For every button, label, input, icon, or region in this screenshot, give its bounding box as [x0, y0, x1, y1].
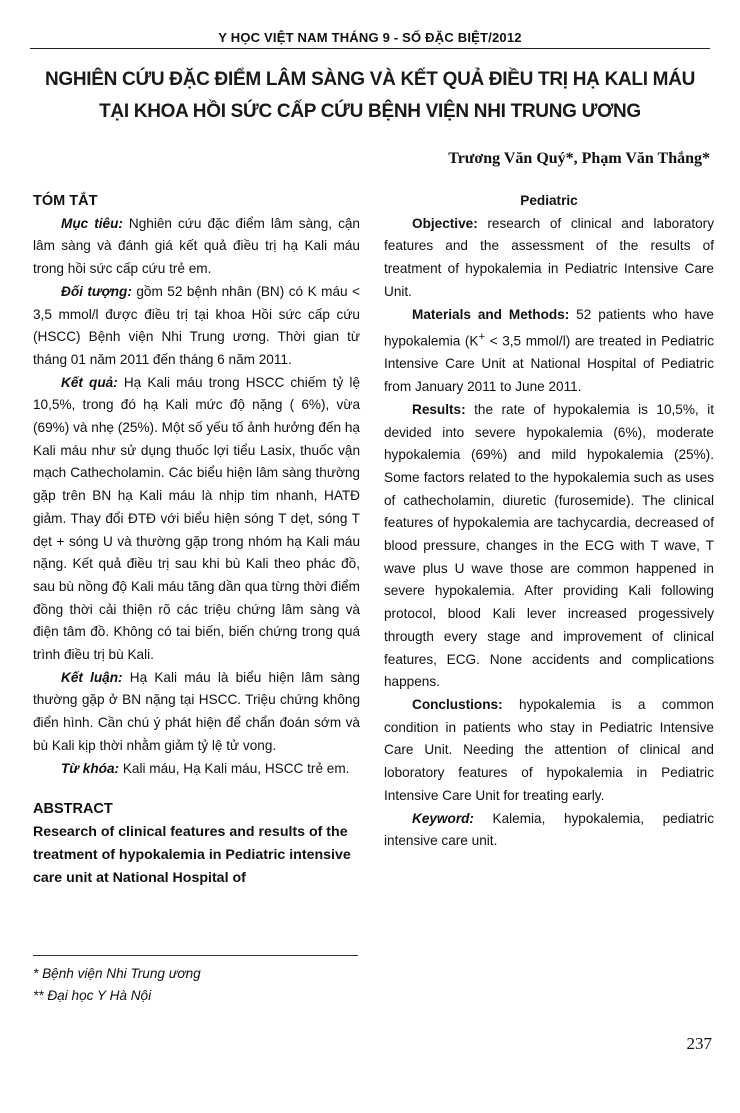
abstract-title: Research of clinical features and results of the treatment of hypokalemia in Pediatric intensive care unit at National Hospital of [33, 823, 351, 886]
subjects-paragraph [33, 281, 360, 372]
conclusion-text: Hạ Kali máu là biểu hiện lâm sàng thường gặp ở BN nặng tại HSCC. Triệu chứng không điển hình. Cần chú ý phát hiện để chẩn đoán sớm và bù Kali kịp thời nhằm giảm tỷ lệ tử vong. [33, 669, 360, 753]
keywords-label: Từ khóa: [61, 760, 120, 776]
en-keyword-text: Kalemia, hypokalemia, pediatric intensive care unit. [384, 810, 714, 849]
en-conclusions-text: hypokalemia is a common condition in patients who stay in Pediatric Intensive Care Unit. Needing the attention of clinical and loboratory features of hypokalemia in Pediatric Intensive Care Unit for treating early. [384, 697, 714, 803]
subjects-label: Đối tượng: [61, 283, 132, 299]
en-methods-paragraph [384, 304, 714, 399]
footnote-rule [33, 955, 358, 956]
objective-text: Nghiên cứu đặc điểm lâm sàng, cận lâm sàng và đánh giá kết quả điều trị hạ Kali máu trong hồi sức cấp cứu trẻ em. [33, 215, 360, 277]
keywords-paragraph [33, 758, 360, 781]
page-number: 237 [686, 1034, 712, 1053]
en-conclusions-paragraph [384, 694, 714, 808]
en-methods-text-a: 52 patients who have hypokalemia (K [384, 306, 714, 349]
en-methods-label: Materials and Methods: [412, 306, 570, 322]
en-methods-sup: + [478, 331, 486, 344]
en-objective-label: Objective: [412, 215, 478, 231]
en-keyword-paragraph [384, 808, 714, 853]
subjects-text: gồm 52 bệnh nhân (BN) có K máu < 3,5 mmol/l được điều trị tại khoa Hồi sức cấp cứu (HSCC) Bệnh viện Nhi Trung ương. Thời gian từ tháng 01 năm 2011 đến tháng 6 năm 2011. [33, 283, 360, 367]
footnote-1: * Bệnh viện Nhi Trung ương [33, 966, 201, 981]
objective-paragraph [33, 213, 360, 281]
keywords-text: Kali máu, Hạ Kali máu, HSCC trẻ em. [119, 760, 350, 776]
right-column [384, 190, 714, 853]
title-line-1: NGHIÊN CỨU ĐẶC ĐIỂM LÂM SÀNG VÀ KẾT QUẢ ĐIỀU TRỊ HẠ KALI MÁU [44, 69, 696, 90]
authors: Trương Văn Quý*, Phạm Văn Thắng* [448, 150, 710, 167]
abstract-title-continued: Pediatric [520, 193, 578, 208]
journal-header: Y HỌC VIỆT NAM THÁNG 9 - SỐ ĐẶC BIỆT/2012 [218, 30, 522, 45]
conclusion-paragraph [33, 667, 360, 758]
article-title [40, 64, 700, 128]
en-results-paragraph [384, 399, 714, 694]
title-line-2: TẠI KHOA HỒI SỨC CẤP CỨU BỆNH VIỆN NHI TRUNG ƯƠNG [99, 101, 641, 122]
en-methods-text-b: < 3,5 mmol/l) are treated in Pediatric Intensive Care Unit at National Hospital of Pediatric from January 2011 to June 2011. [384, 333, 714, 395]
summary-heading: TÓM TẮT [33, 193, 98, 209]
footnote-2: ** Đại học Y Hà Nội [33, 988, 152, 1003]
conclusion-label: Kết luận: [61, 669, 123, 685]
results-paragraph [33, 372, 360, 667]
footnotes [33, 963, 363, 1007]
en-keyword-label: Keyword: [412, 810, 474, 826]
header-rule [30, 48, 710, 49]
en-results-label: Results: [412, 401, 466, 417]
abstract-heading: ABSTRACT [33, 801, 113, 818]
en-objective-paragraph [384, 213, 714, 304]
en-objective-text: research of clinical and laboratory features and the assessment of the results of treatment of hypokalemia in Pediatric Intensive Care Unit. [384, 215, 714, 299]
results-label: Kết quả: [61, 374, 118, 390]
left-column [33, 190, 360, 890]
en-results-text: the rate of hypokalemia is 10,5%, it devided into severe hypokalemia (6%), moderate hypokalemia (69%) and mild hypokalemia (25%). Some factors related to the hypokalemia such as uses of cathecholamin, diuretic (furosemide). The clinical features of hypokalemia are tachycardia, decreased of blood pressure, changes in the ECG with T wave, T wave plus U wave those are common happened in severe hypokalemia. After providing Kali following protocol, blood Kali lever increased progessively througth every stage and improvement of clinical features, ECG. None accidents and complications happens. [384, 401, 714, 690]
en-conclusions-label: Conclustions: [412, 697, 503, 712]
results-text: Hạ Kali máu trong HSCC chiếm tỷ lệ 10,5%, trong đó hạ Kali mức độ nặng ( 6%), vừa (69%) và nhẹ (25%). Một số yếu tố ảnh hưởng đến hạ Kali máu như sử dụng thuốc lợi tiểu Lasix, thuốc vận mạch Cathecholamin. Các biểu hiện lâm sàng thường gặp trên BN hạ Kali máu là nhịp tim nhanh, HATĐ giảm. Thay đổi ĐTĐ với biểu hiện sóng T dẹt, sóng T dẹt + sóng U và thường gặp trong nhóm hạ Kali máu nặng. Kết quả điều trị sau khi bù Kali theo phác đồ, sau bù nồng độ Kali máu tăng dần qua từng thời điểm đồng thời cải thiện rõ các triệu chứng lâm sàng và điện tâm đồ. Không có tai biến, biến chứng trong quá trình điều trị bù Kali. [33, 374, 361, 663]
objective-label: Mục tiêu: [61, 215, 123, 231]
